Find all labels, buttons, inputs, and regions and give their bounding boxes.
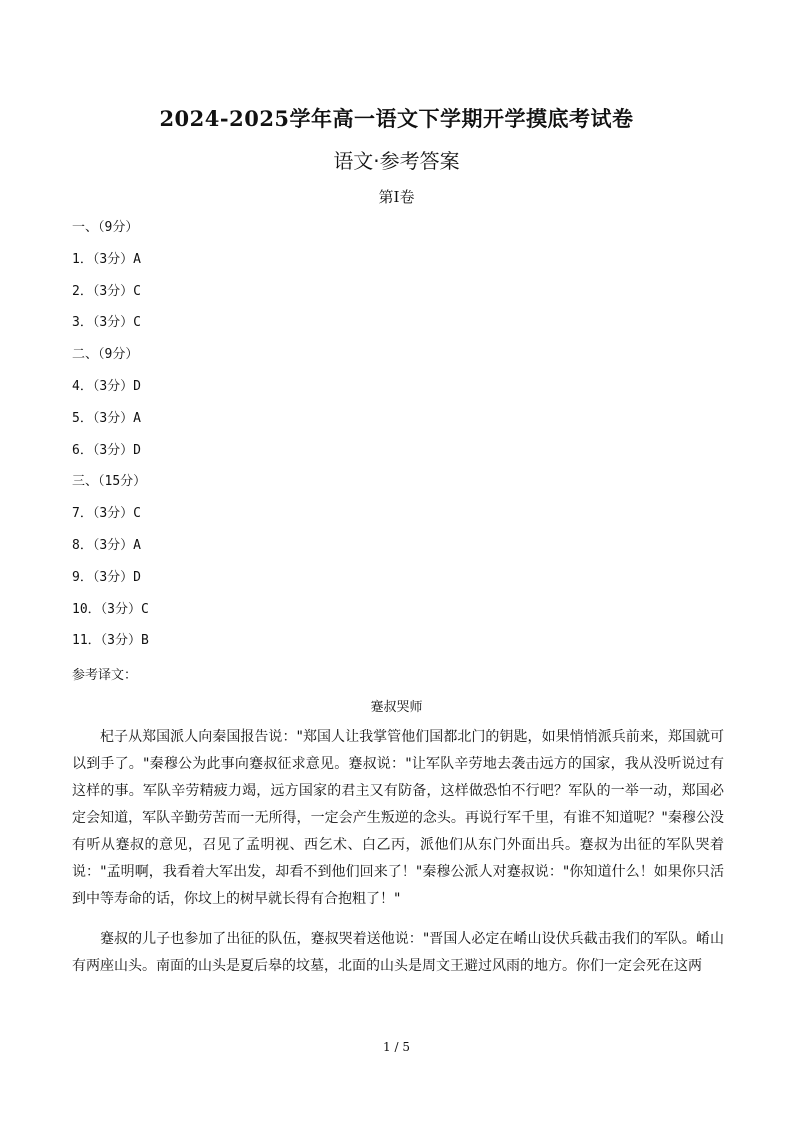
section-heading: 三、（15分） <box>72 474 147 490</box>
answer-item: 8．（3分）A <box>72 537 141 553</box>
passage-title: 蹇叔哭师 <box>370 700 423 715</box>
reference-label: 参考译文： <box>72 668 138 683</box>
section-heading: 二、（9分） <box>72 347 139 363</box>
page-number: 1 / 5 <box>383 1040 410 1054</box>
passage-paragraph: 杞子从郑国派人向秦国报告说："郑国人让我掌管他们国都北门的钥匙，如果悄悄派兵前来，郑国就可以到手了。"秦穆公为此事向蹇叔征求意见。蹇叔说："让军队辛劳地去袭击远方的国家，我从没听说过有这样的事。军队辛劳精疲力竭，远方国家的君主又有防备，这样做恐怕不行吧？军队的一举一动，郑国必定会知道，军队辛勤劳苦而一无所得，一定会产生叛逆的念头。再说行军千里，有谁不知道呢？"秦穆公没有听从蹇叔的意见，召见了孟明视、西乞术、白乙丙，派他们从东门外面出兵。蹇叔为出征的军队哭着说："孟明啊，我看着大军出发，却看不到他们回来了！"秦穆公派人对蹇叔说："你知道什么！如果你只活到中等寿命的话，你坟上的树早就长得有合抱粗了！" <box>72 729 724 907</box>
answer-item: 6．（3分）D <box>72 442 141 458</box>
answer-item: 7．（3分）C <box>72 506 141 522</box>
answer-item: 4．（3分）D <box>72 378 141 394</box>
document-subtitle: 语文·参考答案 <box>333 149 460 173</box>
answer-item: 11．（3分）B <box>72 633 149 649</box>
answer-item: 9．（3分）D <box>72 569 141 585</box>
answer-list <box>72 218 732 663</box>
answer-item: 3．（3分）C <box>72 315 141 331</box>
answer-item: 5．（3分）A <box>72 410 141 426</box>
volume-heading: 第I卷 <box>378 188 415 206</box>
passage-paragraph: 蹇叔的儿子也参加了出征的队伍，蹇叔哭着送他说："晋国人必定在崤山设伏兵截击我们的军队。崤山有两座山头。南面的山头是夏后皋的坟墓，北面的山头是周文王避过风雨的地方。你们一定会死在这两 <box>72 931 724 974</box>
passage-body <box>72 724 724 993</box>
section-heading: 一、（9分） <box>72 220 139 235</box>
document-title: 2024-2025学年高一语文下学期开学摸底考试卷 <box>159 106 634 131</box>
answer-item: 2．（3分）C <box>72 283 141 299</box>
answer-item: 1．（3分）A <box>72 251 141 267</box>
answer-item: 10．（3分）C <box>72 601 149 617</box>
